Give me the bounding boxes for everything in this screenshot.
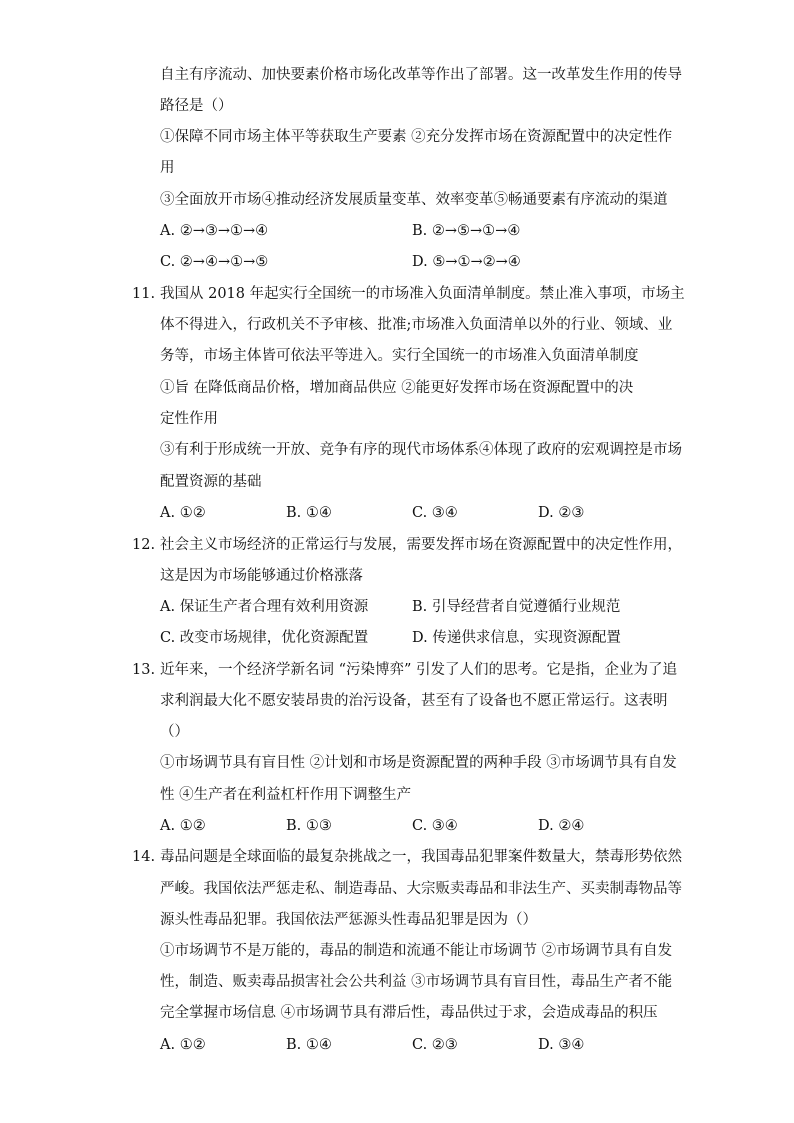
q14-line-2: 严峻。我国依法严惩走私、制造毒品、大宗贩卖毒品和非法生产、买卖制毒物品等 (160, 881, 682, 897)
q13-option-b: B. ①③ (286, 818, 332, 834)
q10-line-3: ①保障不同市场主体平等获取生产要素 ②充分发挥市场在资源配置中的决定性作 (160, 129, 673, 145)
q11-option-c: C. ③④ (412, 505, 458, 521)
q12-option-c: C. 改变市场规律，优化资源配置 (160, 630, 369, 646)
q14-option-b: B. ①④ (286, 1037, 332, 1053)
q11-line-3: 务等，市场主体皆可依法平等进入。实行全国统一的市场准入负面清单制度 (160, 348, 639, 364)
q10-line-1: 自主有序流动、加快要素价格市场化改革等作出了部署。这一改革发生作用的传导 (160, 67, 682, 83)
q12-line-2: 这是因为市场能够通过价格涨落 (160, 568, 363, 584)
q10-line-2: 路径是（） (160, 98, 233, 114)
q11-option-b: B. ①④ (286, 505, 332, 521)
q13-line-2: 求利润最大化不愿安装昂贵的治污设备，甚至有了设备也不愿正常运行。这表明 (160, 693, 668, 709)
q13-option-d: D. ②④ (538, 818, 585, 834)
q14-line-5: 性，制造、贩卖毒品损害社会公共利益 ③市场调节具有盲目性，毒品生产者不能 (160, 974, 673, 990)
q11-option-a: A. ①② (160, 505, 206, 521)
q13-option-c: C. ③④ (412, 818, 458, 834)
q13-line-3: （） (160, 724, 189, 740)
q13-line-1: 近年来，一个经济学新名词 “污染博弈” 引发了人们的思考。它是指，企业为了追 (160, 662, 678, 678)
q12-line-1: 社会主义市场经济的正常运行与发展，需要发挥市场在资源配置中的决定性作用， (160, 537, 682, 553)
q11-line-5: 定性作用 (160, 411, 218, 427)
q10-option-a: A. ②→③→①→④ (160, 223, 269, 239)
q14-line-1: 毒品问题是全球面临的最复杂挑战之一，我国毒品犯罪案件数量大，禁毒形势依然 (160, 849, 682, 865)
q14-line-6: 完全掌握市场信息 ④市场调节具有滞后性，毒品供过于求，会造成毒品的积压 (160, 1005, 658, 1021)
q11-line-7: 配置资源的基础 (160, 474, 262, 490)
q14-option-c: C. ②③ (412, 1037, 458, 1053)
q13-line-5: 性 ④生产者在利益杠杆作用下调整生产 (160, 787, 412, 803)
q14-line-4: ①市场调节不是万能的，毒品的制造和流通不能让市场调节 ②市场调节具有自发 (160, 943, 673, 959)
q13-line-4: ①市场调节具有盲目性 ②计划和市场是资源配置的两种手段 ③市场调节具有自发 (160, 755, 677, 771)
q14-line-3: 源头性毒品犯罪。我国依法严惩源头性毒品犯罪是因为（） (160, 912, 537, 928)
q13-number: 13. (132, 662, 156, 678)
q11-number: 11. (132, 286, 156, 302)
q10-option-c: C. ②→④→①→⑤ (160, 254, 269, 270)
q11-line-6: ③有利于形成统一开放、竞争有序的现代市场体系④体现了政府的宏观调控是市场 (160, 442, 682, 458)
q11-line-1: 我国从 2018 年起实行全国统一的市场准入负面清单制度。禁止准入事项，市场主 (160, 286, 685, 302)
q11-line-4: ①旨 在降低商品价格，增加商品供应 ②能更好发挥市场在资源配置中的决 (160, 380, 634, 396)
q11-line-2: 体不得进入，行政机关不予审核、批准;市场准入负面清单以外的行业、领域、业 (160, 317, 673, 333)
q10-line-5: ③全面放开市场④推动经济发展质量变革、效率变革⑤畅通要素有序流动的渠道 (160, 192, 668, 208)
q14-option-d: D. ③④ (538, 1037, 585, 1053)
q12-number: 12. (132, 537, 156, 553)
q14-option-a: A. ①② (160, 1037, 206, 1053)
q13-option-a: A. ①② (160, 818, 206, 834)
q14-number: 14. (132, 849, 156, 865)
q11-option-d: D. ②③ (538, 505, 585, 521)
q12-option-a: A. 保证生产者合理有效利用资源 (160, 599, 369, 615)
q10-line-4: 用 (160, 160, 175, 176)
q12-option-d: D. 传递供求信息，实现资源配置 (412, 630, 621, 646)
q12-option-b: B. 引导经营者自觉遵循行业规范 (412, 599, 621, 615)
q10-option-d: D. ⑤→①→②→④ (412, 254, 521, 270)
q10-option-b: B. ②→⑤→①→④ (412, 223, 521, 239)
